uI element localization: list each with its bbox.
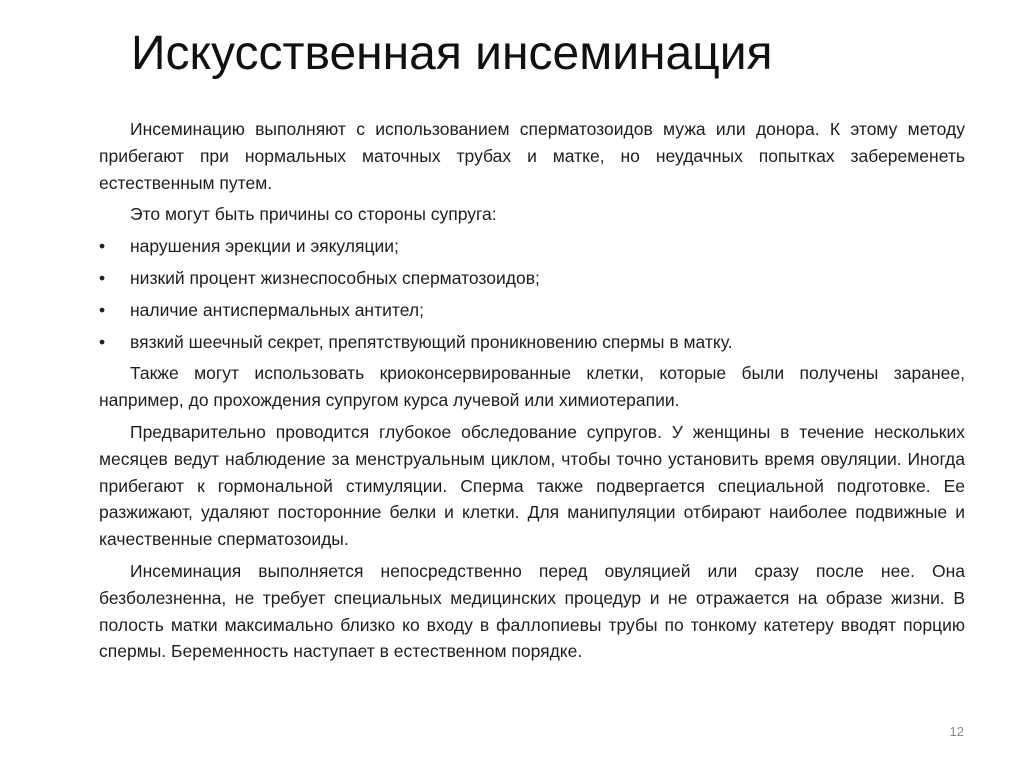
bullet-icon: •	[99, 331, 106, 352]
bullet-icon: •	[99, 267, 106, 288]
reasons-list	[99, 233, 965, 355]
bullet-icon: •	[99, 236, 106, 257]
list-item	[99, 233, 965, 260]
bullet-icon: •	[99, 299, 106, 320]
list-item	[99, 329, 965, 356]
list-item	[99, 297, 965, 324]
list-item-text: низкий процент жизнеспособных сперматозоидов;	[130, 267, 540, 288]
slide-title: Искусственная инсеминация	[131, 27, 773, 80]
reasons-lead-paragraph: Это могут быть причины со стороны супруга:	[130, 204, 497, 225]
list-item-text: нарушения эрекции и эякуляции;	[130, 236, 399, 257]
list-item-text: наличие антиспермальных антител;	[130, 299, 424, 320]
preparation-paragraph: Предварительно проводится глубокое обследование супругов. У женщины в течение нескольких месяцев ведут наблюдение за менструальным циклом, чтобы точно установить время овуляции. Иногда прибегают к гормональной стимуляции. Сперма также подвергается специальной подготовке. Ее разжижают, удаляют посторонние белки и клетки. Для манипуляции отбирают наиболее подвижные и качественные сперматозоиды.	[99, 421, 965, 550]
slide-content	[99, 116, 965, 670]
list-item-text: вязкий шеечный секрет, препятствующий проникновению спермы в матку.	[130, 331, 733, 352]
cryo-paragraph: Также могут использовать криоконсервированные клетки, которые были получены заранее, например, до прохождения супругом курса лучевой или химиотерапии.	[99, 363, 965, 411]
intro-paragraph: Инсеминацию выполняют с использованием сперматозоидов мужа или донора. К этому методу прибегают при нормальных маточных трубах и матке, но неудачных попытках забеременеть естественным путем.	[99, 119, 965, 193]
procedure-paragraph: Инсеминация выполняется непосредственно перед овуляцией или сразу после нее. Она безболезненна, не требует специальных медицинских процедур и не отражается на образе жизни. В полость матки максимально близко ко входу в фаллопиевы трубы по тонкому катетеру вводят порцию спермы. Беременность наступает в естественном порядке.	[99, 560, 965, 662]
page-number: 12	[949, 724, 964, 739]
list-item	[99, 265, 965, 292]
